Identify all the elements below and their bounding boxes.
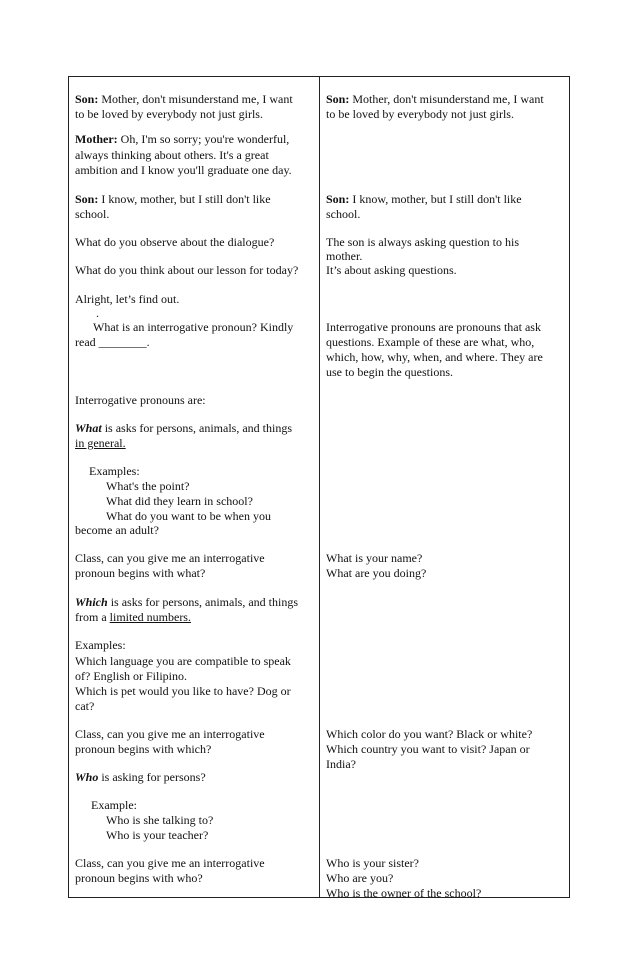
left-line: Son: Mother, don't misunderstand me, I want bbox=[75, 92, 293, 106]
right-line: mother. bbox=[326, 249, 363, 263]
left-line: Alright, let’s find out. bbox=[75, 292, 180, 306]
right-line: Which country you want to visit? Japan or bbox=[326, 742, 530, 756]
left-line: Son: I know, mother, but I still don't like bbox=[75, 192, 271, 206]
right-line: What is your name? bbox=[326, 551, 423, 565]
left-line: pronoun begins with who? bbox=[75, 871, 203, 885]
left-line: to be loved by everybody not just girls. bbox=[75, 107, 263, 121]
left-line: What's the point? bbox=[106, 479, 190, 493]
right-line: which, how, why, when, and where. They are bbox=[326, 350, 543, 364]
left-line: school. bbox=[75, 207, 110, 221]
left-line: Who is your teacher? bbox=[106, 828, 209, 842]
right-line: The son is always asking question to his bbox=[326, 235, 519, 249]
left-line: of? English or Filipino. bbox=[75, 669, 187, 683]
right-line: Son: I know, mother, but I still don't like bbox=[326, 192, 522, 206]
right-line: Son: Mother, don't misunderstand me, I want bbox=[326, 92, 544, 106]
left-line: Who is she talking to? bbox=[106, 813, 214, 827]
left-line: . bbox=[96, 306, 99, 320]
left-line: Class, can you give me an interrogative bbox=[75, 856, 265, 870]
left-line: What did they learn in school? bbox=[106, 494, 253, 508]
right-line: Who are you? bbox=[326, 871, 394, 885]
right-line: Who is the owner of the school? bbox=[326, 886, 482, 900]
right-line: Which color do you want? Black or white? bbox=[326, 727, 533, 741]
right-line: questions. Example of these are what, who, bbox=[326, 335, 535, 349]
lesson-table bbox=[68, 76, 570, 898]
left-line: ambition and I know you'll graduate one day. bbox=[75, 163, 292, 177]
left-line: Class, can you give me an interrogative bbox=[75, 727, 265, 741]
right-line: It’s about asking questions. bbox=[326, 263, 457, 277]
left-line: What is asks for persons, animals, and things bbox=[75, 421, 292, 435]
left-line: cat? bbox=[75, 699, 95, 713]
left-line: Who is asking for persons? bbox=[75, 770, 206, 784]
right-line: school. bbox=[326, 207, 361, 221]
column-divider bbox=[319, 77, 320, 897]
left-line: Examples: bbox=[75, 638, 126, 652]
left-line: Interrogative pronouns are: bbox=[75, 393, 206, 407]
left-line: What do you observe about the dialogue? bbox=[75, 235, 275, 249]
right-line: India? bbox=[326, 757, 356, 771]
left-line: always thinking about others. It's a great bbox=[75, 148, 269, 162]
right-line: Interrogative pronouns are pronouns that ask bbox=[326, 320, 541, 334]
left-line: read ________. bbox=[75, 335, 150, 349]
left-line: from a limited numbers. bbox=[75, 610, 191, 624]
right-line: use to begin the questions. bbox=[326, 365, 453, 379]
left-line: become an adult? bbox=[75, 523, 159, 537]
left-line: Example: bbox=[91, 798, 137, 812]
right-line: Who is your sister? bbox=[326, 856, 419, 870]
left-line: Mother: Oh, I'm so sorry; you're wonderful, bbox=[75, 132, 290, 146]
left-line: in general. bbox=[75, 436, 126, 450]
left-line: Class, can you give me an interrogative bbox=[75, 551, 265, 565]
right-line: What are you doing? bbox=[326, 566, 427, 580]
left-line: What do you think about our lesson for today? bbox=[75, 263, 299, 277]
left-line: Which is asks for persons, animals, and things bbox=[75, 595, 298, 609]
left-line: Which is pet would you like to have? Dog or bbox=[75, 684, 291, 698]
left-line: pronoun begins with what? bbox=[75, 566, 206, 580]
right-line: to be loved by everybody not just girls. bbox=[326, 107, 514, 121]
left-line: pronoun begins with which? bbox=[75, 742, 212, 756]
left-line: Examples: bbox=[89, 464, 140, 478]
left-line: Which language you are compatible to speak bbox=[75, 654, 291, 668]
left-line: What is an interrogative pronoun? Kindly bbox=[93, 320, 294, 334]
left-line: What do you want to be when you bbox=[106, 509, 271, 523]
